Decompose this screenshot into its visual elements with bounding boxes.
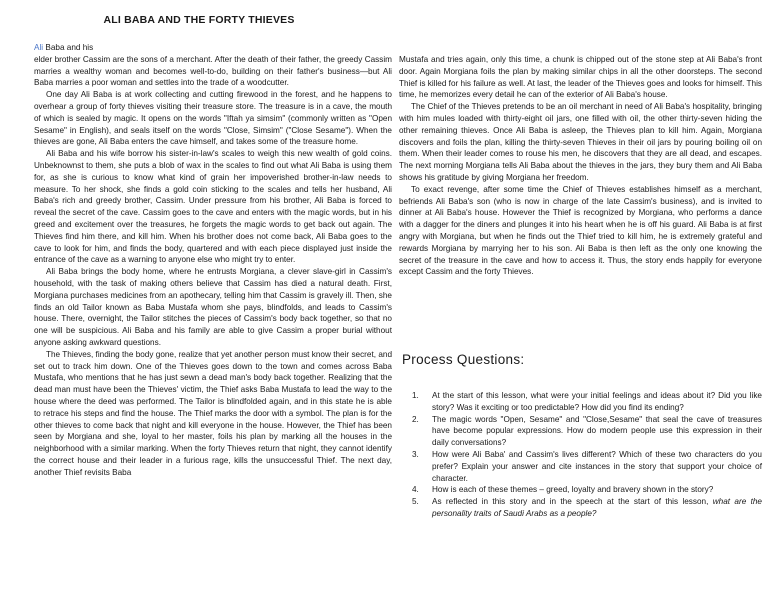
story-paragraph: The Chief of the Thieves pretends to be an oil merchant in need of Ali Baba's hospitality, bringing with him mules loaded with thirty-eight oil jars, one filled with oil, the other thirty-seven hiding the other remaining thieves. Once Ali Baba is asleep, the Thieves plan to kill him. Again, Morgiana discovers and foils the plan, killing the thirty-seven Thieves in their oil jars by pouring boiling oil on them. When their leader comes to rouse his men, he discovers that they are all dead, and escapes. The next morning Morgiana tells Ali Baba about the thieves in the jars, they bury them and Ali Baba shows his gratitude by giving Morgiana her freedom. <box>399 102 762 182</box>
question-item <box>412 484 762 496</box>
question-text: As reflected in this story and in the speech at the start of this lesson, what are the personality traits of Saudi Arabs as a people? <box>432 497 762 518</box>
question-number: 4. <box>412 485 419 495</box>
story-paragraph: Mustafa and tries again, only this time, a chunk is chipped out of the stone step at Ali Baba's front door. Again Morgiana foils the plan by making similar chips in all the other doorsteps. The second Thief is killed for his failure as well. At last, the leader of the Thieves goes and looks for himself. This time, he memorizes every detail he can of the exterior of Ali Baba's house. <box>399 55 762 100</box>
story-paragraph: Ali Baba and his wife borrow his sister-in-law's scales to weigh this new wealth of gold coins. Unbeknownst to them, she puts a blob of wax in the scales to find out what Ali Baba is using them for, as she is curious to know what kind of grain her impoverished brother-in-law needs to measure. To her shock, she finds a gold coin sticking to the scales and tells her husband, Ali Baba's rich and greedy brother, Cassim. Under pressure from his brother, Ali Baba is forced to reveal the secret of the cave. Cassim goes to the cave and enters with the magic words, but in his greed and excitement over the treasures, he forgets the magic words to get back out again. The Thieves find him there, and kill him. When his brother does not come back, Ali Baba goes to the cave to look for him, and finds the body, quartered and with each piece displayed just inside the entrance of the cave as a warning to anyone else who might try to enter. <box>34 149 392 265</box>
story-paragraph: To exact revenge, after some time the Chief of Thieves establishes himself as a merchant, befriends Ali Baba's son (who is now in charge of the late Cassim's business), and is invited to dinner at Ali Baba's house. However the Thief is recognized by Morgiana, who performs a dance with a dagger for the diners and plunges it into his heart when he is off his guard. Ali Baba is at first angry with Morgiana, but when he finds out the Thief tried to kill him, he is extremely grateful and rewards Morgiana by marrying her to his son. Ali Baba is then left as the only one knowing the secret of the treasure in the cave and how to access it. Thus, the story ends happily for everyone except Cassim and the forty Thieves. <box>399 184 762 277</box>
process-questions-list <box>412 390 762 520</box>
story-paragraph: One day Ali Baba is at work collecting and cutting firewood in the forest, and he happens to overhear a group of forty thieves visiting their treasure store. The treasure is in a cave, the mouth of which is sealed by magic. It opens on the words "Iftah ya simsim" (commonly written as "Open Sesame" in English), and seals itself on the words "Close, Simsim" ("Close Sesame"). When the thieves are gone, Ali Baba enters the cave himself, and takes some of the treasure home. <box>34 90 392 147</box>
question-number: 1. <box>412 391 419 400</box>
story-left-column <box>34 42 392 478</box>
question-item <box>412 449 762 484</box>
question-text: How is each of these themes – greed, loyalty and bravery shown in the story? <box>432 485 714 495</box>
question-text: How were Ali Baba' and Cassim's lives different? Which of these two characters do you prefer? Explain your answer and cite instances in the story that support your choice of character. <box>432 449 762 483</box>
drop-cap-ali: Ali <box>34 43 44 52</box>
question-item <box>412 414 762 449</box>
question-number: 5. <box>412 497 419 507</box>
question-text: The magic words "Open, Sesame" and "Close,Sesame" that seal the cave of treasures have become popular expressions. How do modern people use this expression in their daily conversations? <box>432 414 762 448</box>
story-paragraph: The Thieves, finding the body gone, realize that yet another person must know their secret, and set out to track him down. One of the Thieves goes down to the town and comes across Baba Mustafa, who mentions that he has just sewn a dead man's body back together. Realizing that the dead man must have been the Thieves' victim, the Thief asks Baba Mustafa to lead the way to the house where the deed was performed. The Tailor is blindfolded again, and in this state he is able to retrace his steps and find the house. The Thief marks the door with a symbol. The plan is for the other thieves to come back that night and kill everyone in the house. However, the Thief has been seen by Morgiana and she, loyal to her master, foils his plan by marking all the houses in the neighborhood with a similar marking. When the forty Thieves return that night, they cannot identify the correct house and their leader in a furious rage, kills the unsuccessful Thief. The next day, another Thief revisits Baba <box>34 349 392 477</box>
question-item <box>412 496 762 520</box>
question-text: At the start of this lesson, what were your initial feelings and ideas about it? Did you like story? Was it exciting or too predictable? How did you find its ending? <box>432 391 762 412</box>
story-paragraph: Ali Baba brings the body home, where he entrusts Morgiana, a clever slave-girl in Cassim's household, with the task of making others believe that Cassim has died a natural death. First, Morgiana purchases medicines from an apothecary, telling him that Cassim is gravely ill. Then, she finds an old Tailor known as Baba Mustafa whom she pays, blindfolds, and leads to Cassim's house. There, overnight, the Tailor stitches the pieces of Cassim's body back together, so that no one will be suspicious. Ali Baba and his family are able to give Cassim a proper burial without anyone asking awkward questions. <box>34 267 392 347</box>
question-number: 2. <box>412 414 419 424</box>
document-title: ALI BABA AND THE FORTY THIEVES <box>103 14 295 26</box>
story-opening-line <box>34 42 392 54</box>
story-paragraph: elder brother Cassim are the sons of a merchant. After the death of their father, the greedy Cassim marries a wealthy woman and becomes well-to-do, building on their father's business—but Ali Baba marries a poor woman and settles into the trade of a woodcutter. <box>34 54 392 88</box>
opening-line-text: Baba and his <box>43 43 94 52</box>
process-questions-heading: Process Questions: <box>402 352 525 367</box>
question-item <box>412 390 762 414</box>
story-right-column <box>399 54 762 278</box>
question-number: 3. <box>412 449 419 459</box>
